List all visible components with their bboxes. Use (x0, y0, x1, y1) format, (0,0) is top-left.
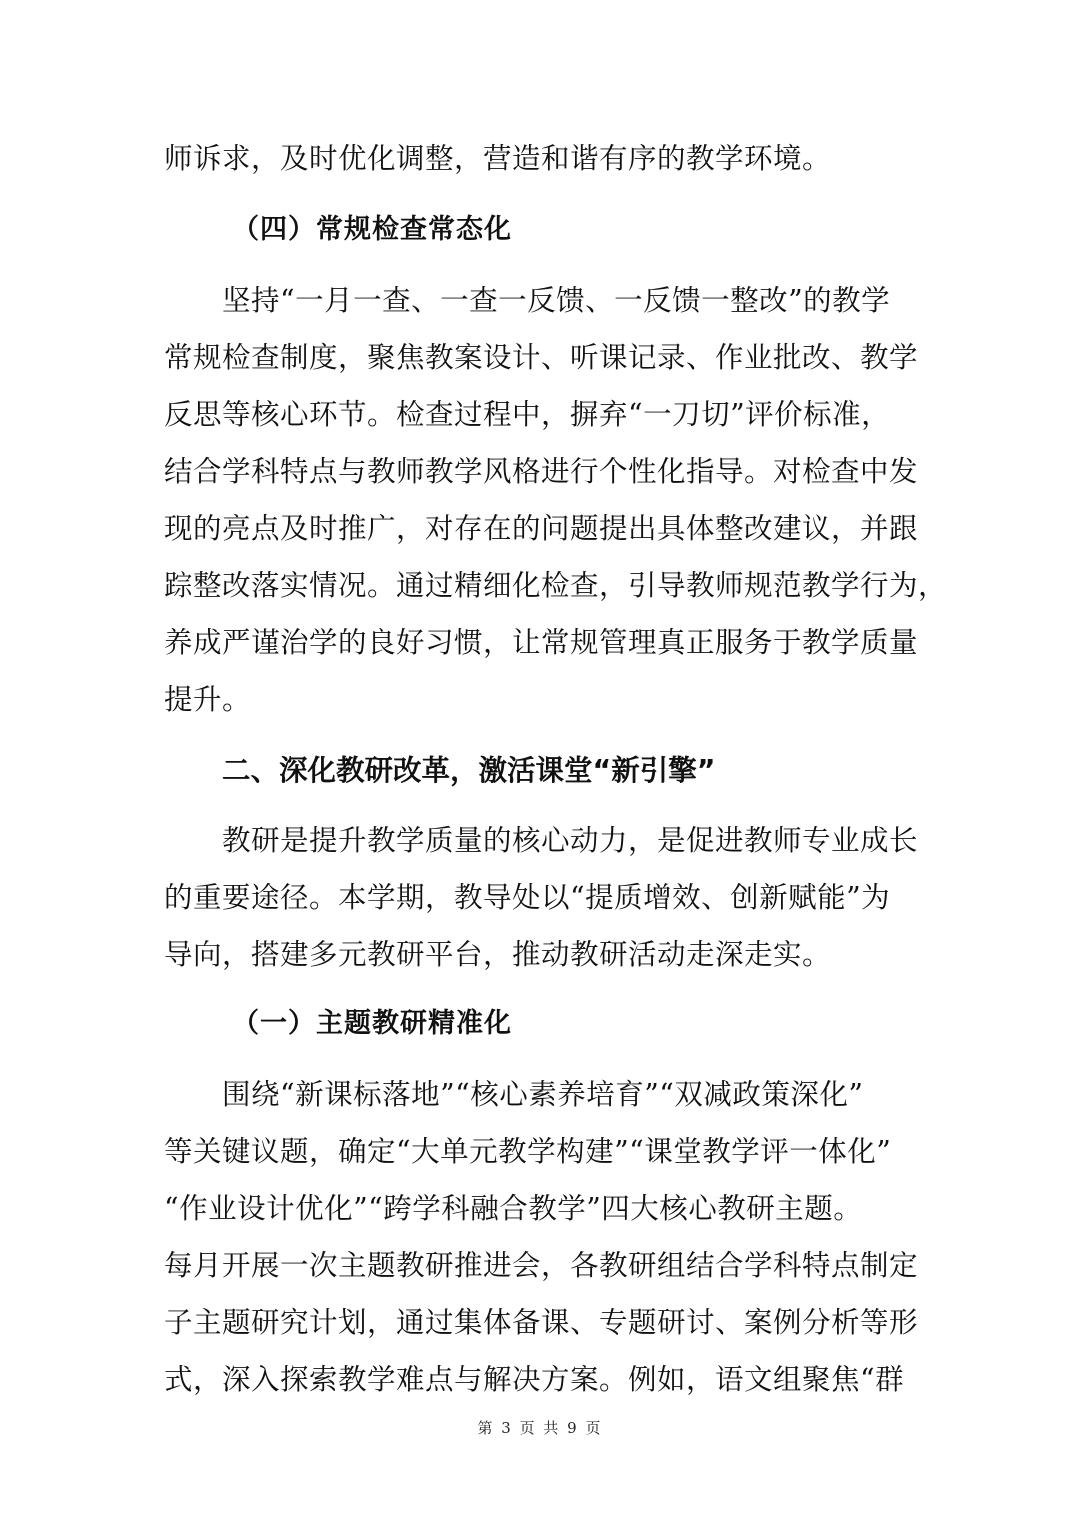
paragraph-line: 每月开展一次主题教研推进会，各教研组结合学科特点制定 (164, 1249, 919, 1282)
paragraph-line: 师诉求，及时优化调整，营造和谐有序的教学环境。 (164, 142, 832, 175)
paragraph-line: 导向，搭建多元教研平台，推动教研活动走深走实。 (164, 938, 832, 971)
subsection-heading-1: （一）主题教研精准化 (232, 1008, 512, 1039)
paragraph-line: 等关键议题，确定“大单元教学构建”“课堂教学评一体化” (164, 1135, 892, 1168)
paragraph-line: “作业设计优化”“跨学科融合教学”四大核心教研主题。 (164, 1192, 863, 1225)
page-footer: 第 3 页 共 9 页 (477, 1419, 603, 1437)
paragraph-line: 提升。 (164, 683, 252, 716)
paragraph-line: 子主题研究计划，通过集体备课、专题研讨、案例分析等形 (164, 1306, 919, 1339)
paragraph-line: 踪整改落实情况。通过精细化检查，引导教师规范教学行为， (164, 569, 948, 602)
paragraph-line: 的重要途径。本学期，教导处以“提质增效、创新赋能”为 (164, 881, 891, 914)
paragraph-line: 式，深入探索教学难点与解决方案。例如，语文组聚焦“群 (164, 1363, 905, 1396)
paragraph-line: 养成严谨治学的良好习惯，让常规管理真正服务于教学质量 (164, 626, 919, 659)
paragraph-line: 围绕“新课标落地”“核心素养培育”“双减政策深化” (222, 1078, 864, 1111)
paragraph-line: 反思等核心环节。检查过程中，摒弃“一刀切”评价标准， (164, 398, 891, 431)
paragraph-line: 坚持“一月一查、一查一反馈、一反馈一整改”的教学 (222, 284, 891, 317)
paragraph-line: 结合学科特点与教师教学风格进行个性化指导。对检查中发 (164, 455, 919, 488)
paragraph-line: 常规检查制度，聚焦教案设计、听课记录、作业批改、教学 (164, 341, 919, 374)
paragraph-line: 教研是提升教学质量的核心动力，是促进教师专业成长 (222, 824, 919, 857)
subsection-heading-4: （四）常规检查常态化 (232, 214, 512, 245)
section-heading-2: 二、深化教研改革，激活课堂“新引擎” (222, 754, 716, 787)
paragraph-line: 现的亮点及时推广，对存在的问题提出具体整改建议，并跟 (164, 512, 919, 545)
